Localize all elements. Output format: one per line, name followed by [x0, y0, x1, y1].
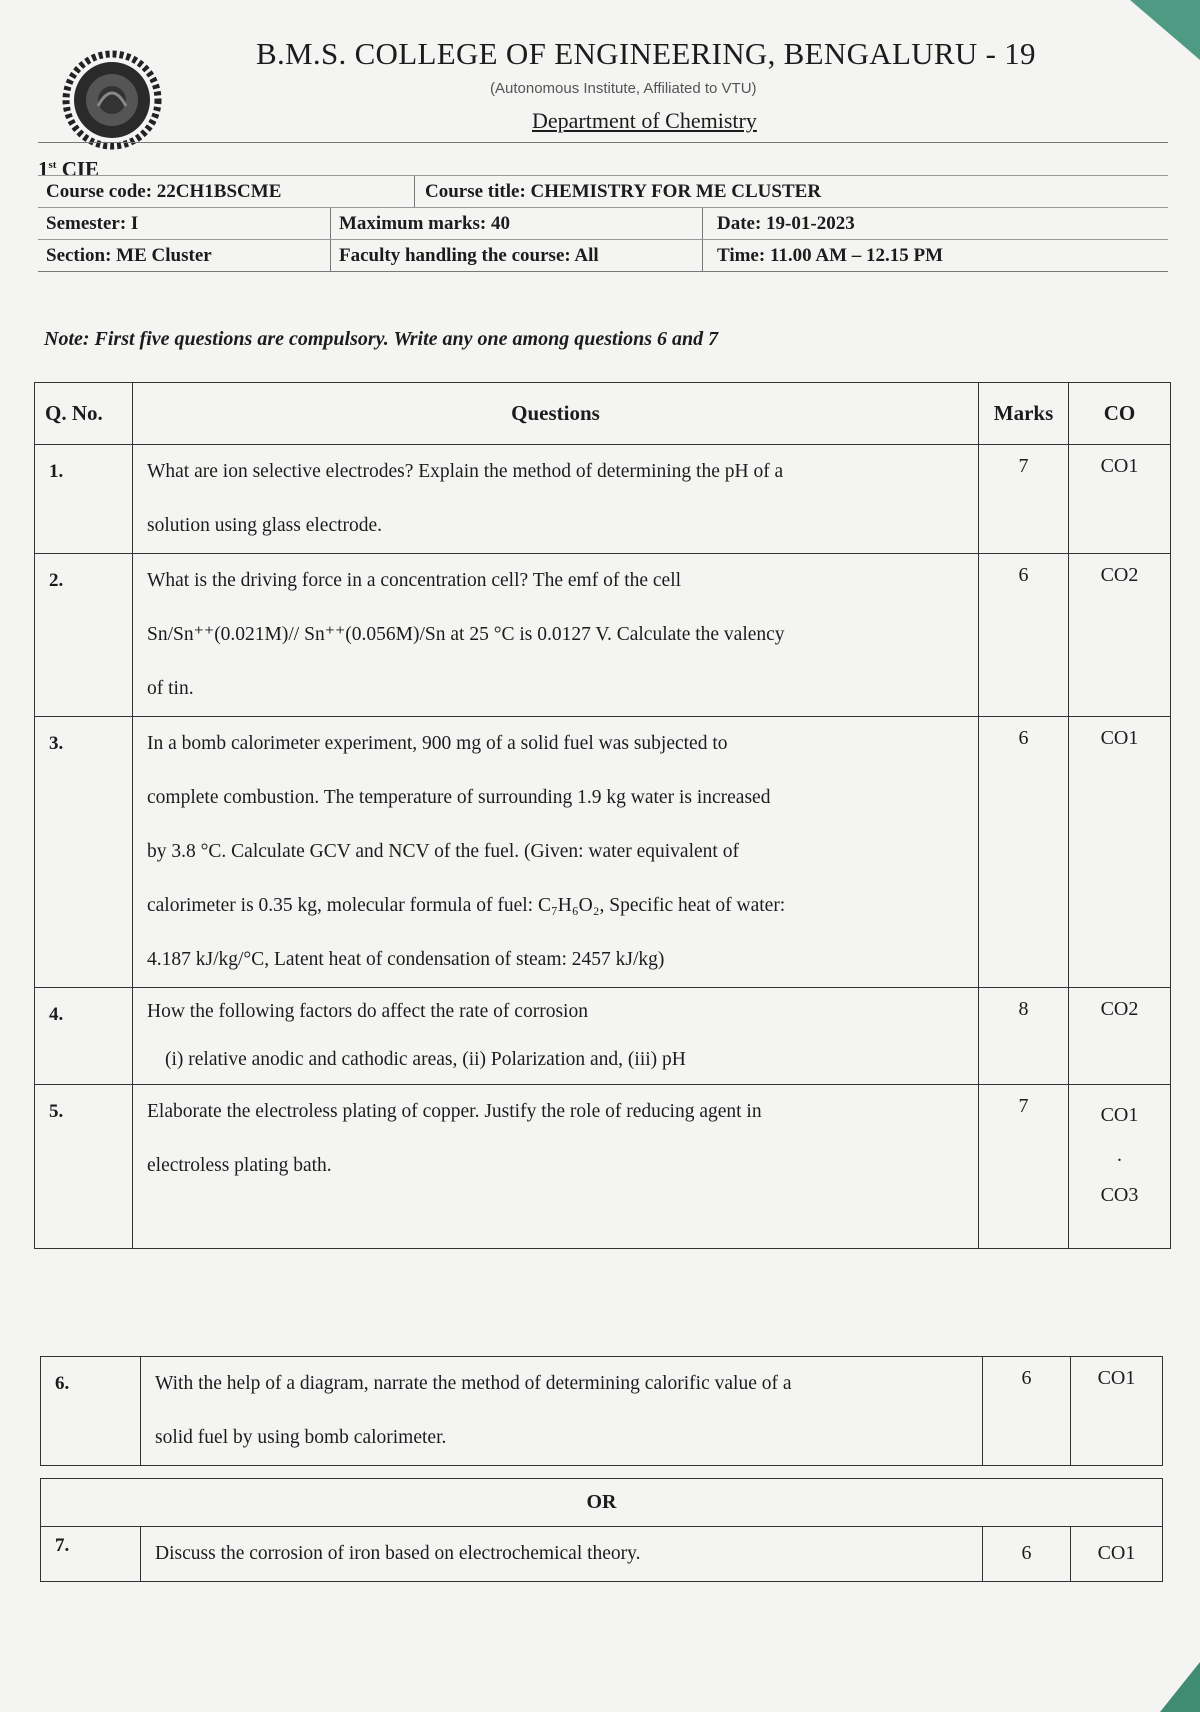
table-row: [35, 554, 1171, 717]
course-title: Course title: CHEMISTRY FOR ME CLUSTER: [414, 176, 1168, 208]
header-co: CO: [1069, 383, 1171, 445]
question-number: 4.: [35, 988, 133, 1085]
semester: Semester: I: [46, 213, 139, 234]
header-marks: Marks: [979, 383, 1069, 445]
question-text: With the help of a diagram, narrate the method of determining calorific value of a solid fuel by using bomb calorimeter.: [141, 1357, 983, 1466]
question-number: 1.: [35, 445, 133, 554]
cie-label: 1st CIE: [38, 157, 100, 181]
table-row: [41, 1357, 1163, 1466]
or-table: [40, 1478, 1163, 1582]
question-co: CO1: [1069, 717, 1171, 988]
info-row: [38, 207, 1168, 240]
college-logo-icon: [62, 50, 162, 150]
exam-note: Note: First five questions are compulsory. Write any one among questions 6 and 7: [44, 328, 719, 350]
header-questions: Questions: [133, 383, 979, 445]
page-corner-shadow: [1160, 1662, 1200, 1712]
maximum-marks: Maximum marks: 40: [330, 208, 702, 240]
question-number: 6.: [41, 1357, 141, 1466]
table-row: [35, 988, 1171, 1085]
table-row: [35, 1085, 1171, 1249]
exam-info-block: [38, 142, 1168, 272]
question-marks: 7: [979, 1085, 1069, 1249]
info-row: [38, 239, 1168, 272]
question-marks: 6: [983, 1527, 1071, 1582]
table-header-row: [35, 383, 1171, 445]
or-label: OR: [41, 1479, 1163, 1527]
optional-questions-table: [40, 1356, 1163, 1466]
question-number: 3.: [35, 717, 133, 988]
question-co: CO2: [1069, 554, 1171, 717]
questions-table: [34, 382, 1171, 1249]
question-co: CO1: [1071, 1357, 1163, 1466]
exam-date: Date: 19-01-2023: [702, 208, 1168, 240]
info-row: [38, 175, 1168, 208]
page-corner-shadow: [1130, 0, 1200, 60]
table-row: [35, 717, 1171, 988]
question-marks: 7: [979, 445, 1069, 554]
table-row: [35, 445, 1171, 554]
question-co: CO1: [1069, 445, 1171, 554]
header-qno: Q. No.: [35, 383, 133, 445]
question-co: CO2: [1069, 988, 1171, 1085]
section: Section: ME Cluster: [46, 245, 212, 266]
college-affiliation: (Autonomous Institute, Affiliated to VTU): [490, 80, 757, 97]
question-co: CO1 . CO3: [1069, 1085, 1171, 1249]
table-row: [41, 1527, 1163, 1582]
or-row: [41, 1479, 1163, 1527]
question-text: What are ion selective electrodes? Explain the method of determining the pH of a solution using glass electrode.: [133, 445, 979, 554]
exam-time: Time: 11.00 AM – 12.15 PM: [702, 240, 1168, 272]
question-text: What is the driving force in a concentration cell? The emf of the cell Sn/Sn⁺⁺(0.021M)// Sn⁺⁺(0.056M)/Sn at 25 °C is 0.0127 V. Calculate the valency of tin.: [133, 554, 979, 717]
question-text: In a bomb calorimeter experiment, 900 mg of a solid fuel was subjected to complete combustion. The temperature of surrounding 1.9 kg water is increased by 3.8 °C. Calculate GCV and NCV of the fuel. (Given: water equivalent of calorimeter is 0.35 kg, molecular formula of fuel: C₇H₆O₂, Specific heat of water: 4.187 kJ/kg/°C, Latent heat of condensation of steam: 2457 kJ/kg): [133, 717, 979, 988]
faculty: Faculty handling the course: All: [330, 240, 702, 272]
question-marks: 6: [979, 554, 1069, 717]
course-code: Course code: 22CH1BSCME: [46, 181, 282, 202]
question-text: Elaborate the electroless plating of copper. Justify the role of reducing agent in electroless plating bath.: [133, 1085, 979, 1249]
question-marks: 8: [979, 988, 1069, 1085]
question-text: Discuss the corrosion of iron based on electrochemical theory.: [141, 1527, 983, 1582]
question-number: 2.: [35, 554, 133, 717]
college-name: B.M.S. COLLEGE OF ENGINEERING, BENGALURU - 19: [256, 36, 1036, 71]
question-number: 5.: [35, 1085, 133, 1249]
question-number: 7.: [41, 1527, 141, 1582]
question-text: How the following factors do affect the rate of corrosion (i) relative anodic and cathodic areas, (ii) Polarization and, (iii) pH: [133, 988, 979, 1085]
question-co: CO1: [1071, 1527, 1163, 1582]
question-marks: 6: [983, 1357, 1071, 1466]
department-name: Department of Chemistry: [532, 108, 757, 133]
question-marks: 6: [979, 717, 1069, 988]
